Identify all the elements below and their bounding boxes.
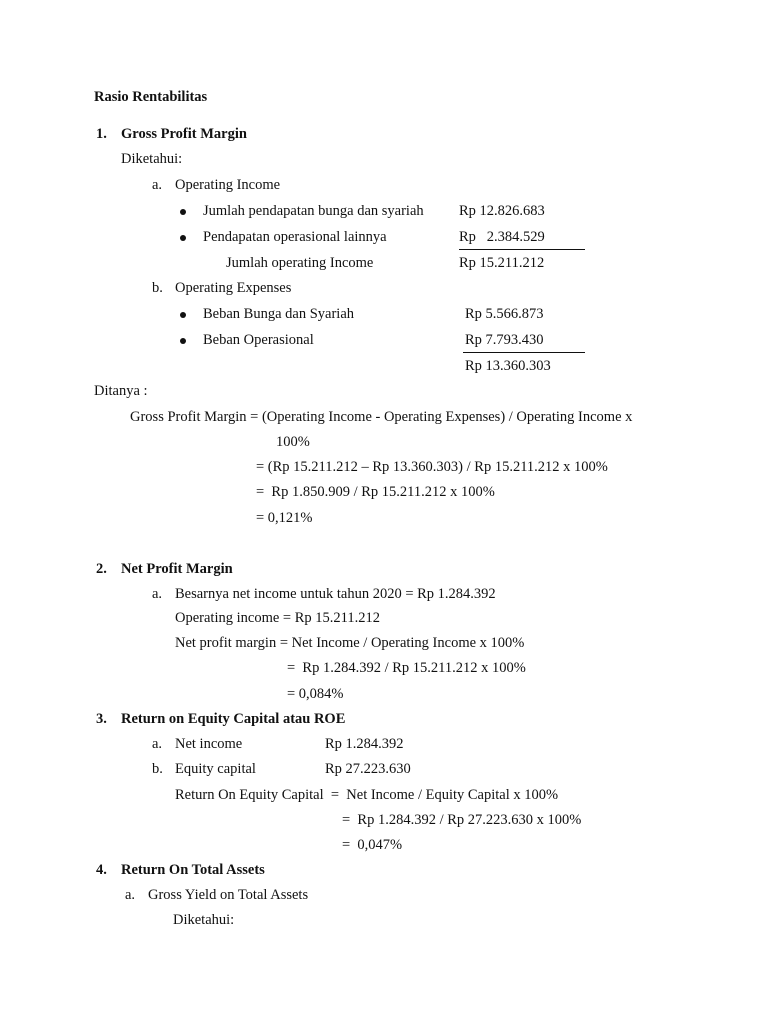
- bullet-icon: [180, 312, 186, 318]
- s3-a-marker: a.: [152, 736, 163, 752]
- bullet-icon: [180, 235, 186, 241]
- s3-line: Return On Equity Capital = Net Income / Equity Capital x 100%: [175, 787, 559, 803]
- subtotal-rule: [459, 249, 585, 250]
- s1-b-total-value: Rp 13.360.303: [465, 358, 551, 374]
- s1-a-item-label: Pendapatan operasional lainnya: [203, 229, 387, 245]
- section-4-heading: Return On Total Assets: [121, 862, 265, 878]
- s3-b-label: Equity capital: [175, 761, 256, 777]
- s1-diketahui: Diketahui:: [121, 151, 183, 167]
- s3-result: = 0,047%: [342, 837, 403, 853]
- s1-ditanya: Ditanya :: [94, 383, 148, 399]
- s2-line: Operating income = Rp 15.211.212: [175, 610, 380, 626]
- s1-b-marker: b.: [152, 280, 163, 296]
- subtotal-rule: [463, 352, 585, 353]
- s1-a-total-value: Rp 15.211.212: [459, 255, 545, 271]
- s1-formula-line: = (Rp 15.211.212 – Rp 13.360.303) / Rp 15.211.212 x 100%: [256, 459, 608, 475]
- s1-b-item-value: Rp 7.793.430: [465, 332, 544, 348]
- section-3-number: 3.: [96, 711, 107, 727]
- s1-formula-line: 100%: [276, 434, 310, 450]
- s4-diketahui: Diketahui:: [173, 912, 235, 928]
- s2-result: = 0,084%: [287, 686, 344, 702]
- s1-b-label: Operating Expenses: [175, 280, 292, 296]
- s1-a-label: Operating Income: [175, 177, 281, 193]
- section-3-heading: Return on Equity Capital atau ROE: [121, 711, 346, 727]
- section-1-number: 1.: [96, 126, 107, 142]
- s1-a-item-value: Rp 12.826.683: [459, 203, 545, 219]
- section-2-heading: Net Profit Margin: [121, 561, 233, 577]
- s1-a-total-label: Jumlah operating Income: [226, 255, 374, 271]
- s3-b-marker: b.: [152, 761, 163, 777]
- bullet-icon: [180, 338, 186, 344]
- s3-b-value: Rp 27.223.630: [325, 761, 411, 777]
- s2-line: = Rp 1.284.392 / Rp 15.211.212 x 100%: [287, 660, 526, 676]
- s3-line: = Rp 1.284.392 / Rp 27.223.630 x 100%: [342, 812, 582, 828]
- s1-formula-line: = Rp 1.850.909 / Rp 15.211.212 x 100%: [256, 484, 495, 500]
- page-title: Rasio Rentabilitas: [94, 89, 208, 105]
- section-1-heading: Gross Profit Margin: [121, 126, 247, 142]
- s1-a-marker: a.: [152, 177, 163, 193]
- s1-b-item-label: Beban Bunga dan Syariah: [203, 306, 355, 322]
- section-2-number: 2.: [96, 561, 107, 577]
- s4-a-label: Gross Yield on Total Assets: [148, 887, 309, 903]
- s3-a-value: Rp 1.284.392: [325, 736, 404, 752]
- s1-a-item-value: Rp 2.384.529: [459, 229, 545, 245]
- s3-a-label: Net income: [175, 736, 243, 752]
- s4-a-marker: a.: [125, 887, 136, 903]
- s1-formula-line: Gross Profit Margin = (Operating Income - Operating Expenses) / Operating Income x: [130, 409, 633, 425]
- s1-b-item-value: Rp 5.566.873: [465, 306, 544, 322]
- s2-line: Besarnya net income untuk tahun 2020 = Rp 1.284.392: [175, 586, 496, 602]
- s1-result: = 0,121%: [256, 510, 313, 526]
- s1-a-item-label: Jumlah pendapatan bunga dan syariah: [203, 203, 424, 219]
- s1-b-item-label: Beban Operasional: [203, 332, 314, 348]
- s2-a-marker: a.: [152, 586, 163, 602]
- s2-line: Net profit margin = Net Income / Operating Income x 100%: [175, 635, 525, 651]
- section-4-number: 4.: [96, 862, 107, 878]
- bullet-icon: [180, 209, 186, 215]
